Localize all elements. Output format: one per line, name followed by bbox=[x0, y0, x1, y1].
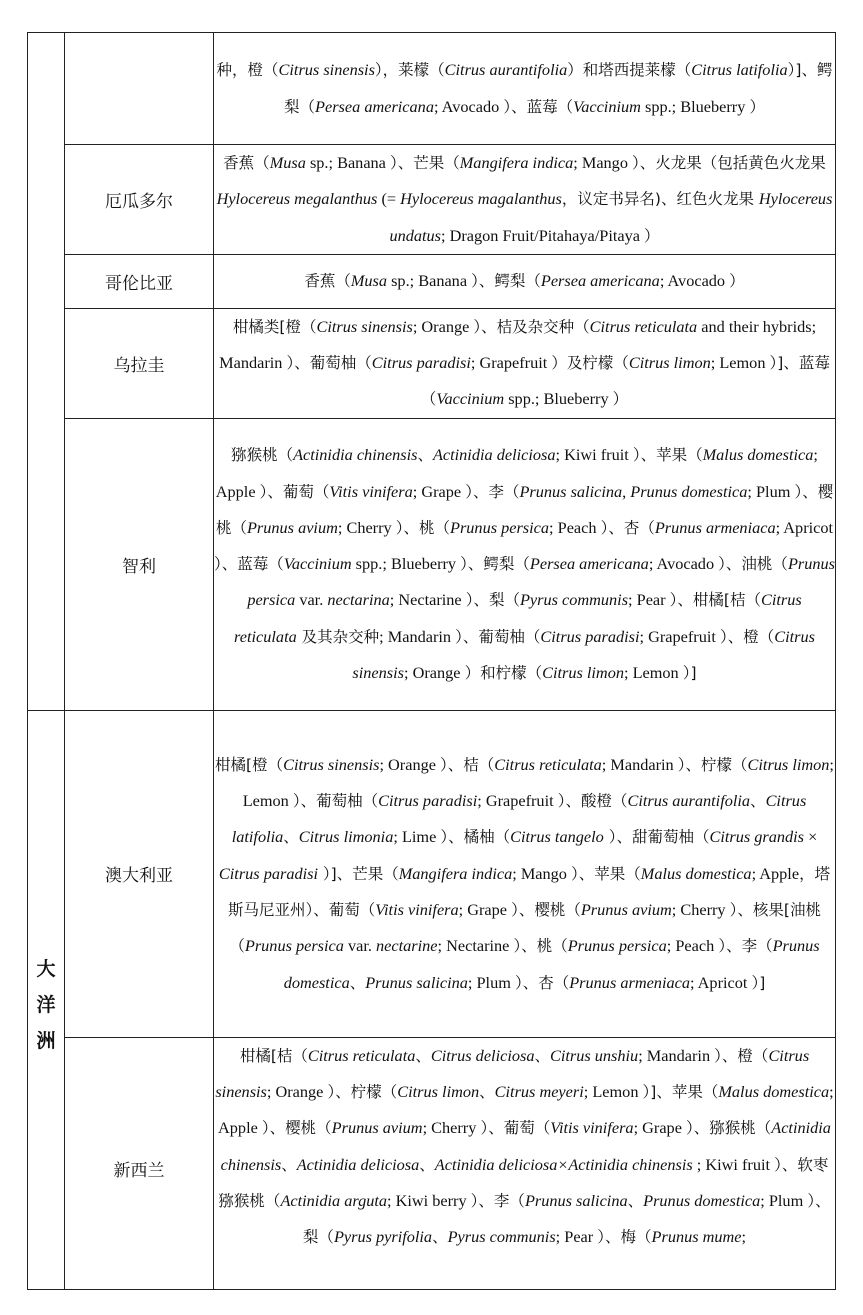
english-text: ; Peach bbox=[666, 936, 719, 956]
chinese-text: ）]、苹果（ bbox=[642, 1083, 719, 1102]
chinese-text: ）、油桃（ bbox=[718, 555, 788, 574]
chinese-text: ）、梨（ bbox=[465, 591, 520, 610]
scientific-name: Prunus armeniaca bbox=[569, 972, 690, 992]
english-text: ; Dragon Fruit/Pitahaya/Pitaya bbox=[441, 225, 645, 245]
scientific-name: Hylocereus magalanthus bbox=[400, 189, 562, 209]
scientific-name: Citrus reticulata bbox=[234, 590, 802, 646]
scientific-name: Mangifera indica bbox=[398, 863, 513, 883]
english-text: spp.; Blueberry bbox=[504, 389, 613, 409]
english-text: ; Apple bbox=[751, 863, 800, 883]
country-cell: 智利 bbox=[65, 418, 214, 710]
english-text: ; Apple bbox=[215, 445, 818, 501]
english-text: ; Grape bbox=[633, 1118, 686, 1138]
english-text: ; Avocado bbox=[659, 271, 730, 291]
scientific-name: Citrus paradisi bbox=[218, 863, 318, 883]
english-text: spp.; Blueberry bbox=[640, 96, 750, 116]
chinese-text: ）、杏（ bbox=[600, 518, 655, 537]
english-text: ; Avocado bbox=[433, 96, 504, 116]
english-text: × bbox=[804, 827, 818, 847]
chinese-text: ）及柠檬（ bbox=[551, 354, 629, 373]
scientific-name: Prunus persica bbox=[244, 936, 344, 956]
scientific-name: Prunus domestica bbox=[643, 1190, 761, 1210]
scientific-name: Actinidia chinensis bbox=[293, 445, 418, 465]
scientific-name: Vitis vinifera bbox=[329, 481, 413, 501]
english-text: ; bbox=[741, 1227, 747, 1247]
scientific-name: Prunus persica bbox=[247, 554, 835, 610]
country-cell: 新西兰 bbox=[65, 1037, 214, 1299]
scientific-name: Pyrus communis bbox=[519, 590, 629, 610]
english-text: ; Lemon bbox=[242, 754, 834, 811]
table-row bbox=[28, 254, 836, 308]
scientific-name: Prunus mume bbox=[651, 1227, 742, 1247]
chinese-text: 柑橘[橙（ bbox=[215, 755, 284, 774]
chinese-text: ）、葡萄柚（ bbox=[455, 627, 541, 646]
chinese-text: ）、桃（ bbox=[513, 937, 568, 956]
scientific-name: Prunus salicina bbox=[519, 481, 623, 501]
chinese-text: ）、桃（ bbox=[395, 518, 450, 537]
scientific-name: Citrus sinensis bbox=[352, 626, 815, 683]
chinese-text: ）、柠檬（ bbox=[327, 1083, 398, 1102]
scientific-name: Prunus armeniaca bbox=[654, 517, 776, 537]
chinese-text: ）、核果[油桃（ bbox=[229, 900, 821, 956]
scientific-name: Prunus avium bbox=[331, 1118, 423, 1138]
scientific-name: Prunus persica bbox=[567, 936, 667, 956]
table-bottom-border bbox=[27, 1289, 836, 1290]
product-list-cell bbox=[214, 145, 836, 255]
product-list-cell bbox=[214, 308, 836, 418]
chinese-text: ） bbox=[644, 226, 660, 245]
english-text: ; Lemon bbox=[623, 663, 683, 683]
scientific-name: Citrus aurantifolia bbox=[627, 791, 751, 811]
chinese-text: ）、樱桃（ bbox=[215, 482, 834, 537]
chinese-text: ）、芒果（ bbox=[389, 154, 460, 172]
scientific-name: Prunus salicina bbox=[365, 972, 468, 992]
chinese-text: ）、火龙果（包括黄色火龙果 bbox=[632, 154, 826, 172]
chinese-text: ）、蓝莓（ bbox=[503, 97, 574, 116]
scientific-name: Citrus limon bbox=[397, 1082, 480, 1102]
english-text: ; Apricot bbox=[689, 972, 752, 992]
scientific-name: Vaccinium bbox=[283, 554, 352, 574]
scientific-name: Citrus paradisi bbox=[540, 626, 640, 646]
english-text: ; Orange bbox=[412, 316, 474, 336]
chinese-text: 、 bbox=[750, 792, 766, 811]
chinese-text: ）、桔及杂交种（ bbox=[473, 317, 590, 336]
chinese-text: ）、梅（ bbox=[597, 1228, 652, 1247]
chinese-text: ）、樱桃（ bbox=[261, 1119, 332, 1138]
scientific-name: Citrus sinensis bbox=[316, 316, 413, 336]
scientific-name: Musa bbox=[269, 153, 306, 172]
chinese-text: ）、李（ bbox=[718, 937, 773, 956]
chinese-text: 柑橘类[橙（ bbox=[232, 317, 317, 336]
chinese-text: ）、苹果（ bbox=[632, 446, 703, 465]
scientific-name: Citrus limon bbox=[542, 663, 624, 683]
fruit-access-table bbox=[27, 32, 836, 1300]
scientific-name: Vitis vinifera bbox=[550, 1118, 634, 1138]
chinese-text: ）、葡萄（ bbox=[480, 1119, 551, 1138]
scientific-name: Citrus grandis bbox=[709, 827, 805, 847]
chinese-text: ）、酸橙（ bbox=[557, 792, 628, 811]
scientific-name: Hylocereus undatus bbox=[389, 189, 833, 245]
scientific-name: Prunus salicina bbox=[524, 1190, 628, 1210]
english-text: ; Cherry bbox=[671, 899, 730, 919]
chinese-text: 、 bbox=[281, 1155, 297, 1174]
english-text: and their hybrids; Mandarin bbox=[219, 316, 817, 373]
scientific-name: Pyrus communis bbox=[447, 1227, 556, 1247]
scientific-name: Citrus limon bbox=[628, 353, 711, 373]
scientific-name: Citrus paradisi bbox=[378, 791, 478, 811]
english-text: ; Orange bbox=[404, 663, 465, 683]
scientific-name: Citrus sinensis bbox=[278, 60, 375, 80]
english-text: ; Plum bbox=[467, 972, 515, 992]
table-row bbox=[28, 710, 836, 1037]
scientific-name: Malus domestica bbox=[702, 445, 814, 465]
page-cutoff bbox=[0, 1290, 863, 1315]
scientific-name: Mangifera indica bbox=[459, 153, 574, 172]
english-text: ; Nectarine bbox=[437, 936, 514, 956]
region-char: 洋 bbox=[36, 993, 56, 1016]
english-text: ; Orange bbox=[379, 754, 441, 774]
chinese-text: ）和柠檬（ bbox=[464, 664, 543, 683]
country-cell: 乌拉圭 bbox=[65, 308, 214, 418]
english-text: ; Grapefruit bbox=[639, 626, 720, 646]
chinese-text: 、 bbox=[417, 446, 433, 465]
scientific-name: Malus domestica bbox=[640, 863, 752, 883]
scientific-name: Citrus latifolia bbox=[231, 791, 807, 847]
scientific-name: Actinidia chinensis bbox=[220, 1118, 831, 1174]
chinese-text: ，议定书异名)、红色火龙果 bbox=[561, 190, 759, 209]
chinese-text: ） bbox=[749, 97, 765, 116]
english-text: ; Plum bbox=[760, 1190, 808, 1210]
english-text: sp.; Banana bbox=[387, 271, 472, 291]
scientific-name: Citrus aurantifolia bbox=[444, 60, 568, 80]
scientific-name: Actinidia deliciosa bbox=[296, 1154, 420, 1174]
english-text: var. bbox=[343, 936, 377, 956]
scientific-name: Citrus meyeri bbox=[494, 1082, 584, 1102]
scientific-name: Citrus latifolia bbox=[691, 60, 788, 80]
english-text: ; Grapefruit bbox=[477, 791, 558, 811]
region-char: 大 bbox=[36, 957, 56, 980]
chinese-text: ）、柑橘[桔（ bbox=[669, 591, 761, 610]
chinese-text: 香蕉（ bbox=[223, 154, 270, 172]
english-text: ; Orange bbox=[266, 1082, 328, 1102]
english-text: ; Lime bbox=[393, 827, 441, 847]
chinese-text: 、 bbox=[627, 1191, 644, 1210]
table-row bbox=[28, 145, 836, 255]
chinese-text: ）、柠檬（ bbox=[677, 755, 748, 774]
english-text: ; Grapefruit bbox=[470, 353, 552, 373]
product-list-cell bbox=[214, 33, 836, 145]
english-text: ; Mango bbox=[512, 863, 572, 883]
chinese-text: ）] bbox=[682, 664, 697, 683]
scientific-name: Malus domestica bbox=[718, 1082, 830, 1102]
product-list-cell bbox=[214, 1037, 836, 1299]
chinese-text: 、 bbox=[415, 1046, 431, 1065]
chinese-text: ）]、芒果（ bbox=[317, 864, 399, 883]
chinese-text: ）]、鳄梨（ bbox=[284, 61, 833, 116]
chinese-text: ）]、蓝莓（ bbox=[420, 354, 830, 409]
scientific-name: Citrus limonia bbox=[298, 827, 394, 847]
scientific-name: Pyrus pyrifolia bbox=[333, 1227, 433, 1247]
english-text: ; Kiwi fruit bbox=[692, 1154, 775, 1174]
table-row bbox=[28, 308, 836, 418]
chinese-text: ）、鳄梨（ bbox=[471, 272, 541, 291]
chinese-text: ）、鳄梨（ bbox=[460, 555, 530, 574]
chinese-text: ）、橙（ bbox=[714, 1046, 769, 1065]
chinese-text: ）、软枣猕猴桃（ bbox=[218, 1155, 829, 1210]
table-row bbox=[28, 418, 836, 710]
english-text: ; Cherry bbox=[337, 517, 396, 537]
english-text: ; Avocado bbox=[648, 554, 719, 574]
chinese-text: ）、葡萄（ bbox=[259, 482, 330, 501]
english-text: (= bbox=[377, 189, 401, 209]
scientific-name: Prunus persica bbox=[450, 517, 550, 537]
table-row bbox=[28, 33, 836, 145]
english-text: ; Mandarin bbox=[638, 1045, 715, 1065]
chinese-text: ） bbox=[612, 390, 629, 409]
chinese-text: ）、甜葡萄柚（ bbox=[603, 828, 710, 847]
chinese-text: ）、橙（ bbox=[719, 627, 775, 646]
chinese-text: 、 bbox=[283, 828, 299, 847]
scientific-name: Hylocereus megalanthus bbox=[216, 189, 378, 209]
english-text: , bbox=[622, 481, 631, 501]
country-cell: 澳大利亚 bbox=[65, 710, 214, 1037]
country-cell: 厄瓜多尔 bbox=[65, 145, 214, 255]
scientific-name: Actinidia deliciosa×Actinidia chinensis bbox=[434, 1154, 693, 1174]
english-text: ; Pear bbox=[628, 590, 670, 610]
region-cell-south-america bbox=[28, 33, 65, 711]
scientific-name: Prunus avium bbox=[580, 899, 672, 919]
chinese-text: ）、杏（ bbox=[514, 973, 570, 992]
english-text: ; Pear bbox=[555, 1227, 598, 1247]
scientific-name: Citrus sinensis bbox=[215, 1045, 810, 1102]
english-text: var. bbox=[295, 590, 328, 610]
chinese-text: ）、橘柚（ bbox=[440, 828, 511, 847]
chinese-text: 及其杂交种 bbox=[296, 627, 380, 646]
scientific-name: nectarine bbox=[376, 936, 438, 956]
chinese-text: 、 bbox=[419, 1155, 435, 1174]
scientific-name: Prunus domestica bbox=[283, 936, 820, 992]
scientific-name: Prunus domestica bbox=[630, 481, 748, 501]
chinese-text: ）、樱桃（ bbox=[511, 900, 581, 919]
chinese-text: 、 bbox=[479, 1083, 495, 1102]
scientific-name: Persea americana bbox=[529, 554, 649, 574]
english-text: ; Apricot bbox=[775, 517, 834, 537]
scientific-name: Vitis vinifera bbox=[375, 899, 459, 919]
english-text: ; Grape bbox=[412, 481, 466, 501]
scientific-name: Musa bbox=[350, 271, 388, 291]
product-list-cell bbox=[214, 710, 836, 1037]
chinese-text: ）、李（ bbox=[470, 1191, 525, 1210]
chinese-text: 、 bbox=[349, 973, 366, 992]
scientific-name: Vaccinium bbox=[573, 96, 641, 116]
chinese-text: ） bbox=[729, 272, 745, 291]
scientific-name: Citrus paradisi bbox=[371, 353, 471, 373]
chinese-text: ）、苹果（ bbox=[571, 864, 641, 883]
region-char: 洲 bbox=[36, 1029, 56, 1052]
scientific-name: Persea americana bbox=[315, 96, 434, 116]
english-text: ; Mango bbox=[573, 153, 633, 172]
chinese-text: 猕猴桃（ bbox=[231, 446, 294, 465]
scientific-name: Actinidia arguta bbox=[280, 1190, 388, 1210]
product-list-cell bbox=[214, 418, 836, 710]
scientific-name: Citrus tangelo bbox=[510, 827, 604, 847]
country-cell: 哥伦比亚 bbox=[65, 254, 214, 308]
chinese-text: 、 bbox=[534, 1046, 550, 1065]
chinese-text: ）、梨（ bbox=[302, 1191, 831, 1247]
scientific-name: Citrus deliciosa bbox=[430, 1045, 535, 1065]
chinese-text: 柑橘[桔（ bbox=[239, 1046, 308, 1065]
scientific-name: Citrus reticulata bbox=[494, 754, 602, 774]
english-text: ; Kiwi fruit bbox=[555, 445, 633, 465]
region-cell-oceania bbox=[28, 710, 65, 1299]
scientific-name: Persea americana bbox=[540, 271, 660, 291]
scientific-name: Actinidia deliciosa bbox=[432, 445, 556, 465]
english-text: spp.; Blueberry bbox=[351, 554, 461, 574]
scientific-name: nectarina bbox=[327, 590, 390, 610]
english-text: ; Lemon bbox=[583, 1082, 643, 1102]
scientific-name: Citrus sinensis bbox=[283, 754, 380, 774]
english-text: ; Kiwi berry bbox=[387, 1190, 471, 1210]
english-text: ; Plum bbox=[747, 481, 795, 501]
english-text: ; Mandarin bbox=[601, 754, 678, 774]
chinese-text: ）、李（ bbox=[465, 482, 520, 501]
scientific-name: Vaccinium bbox=[436, 389, 505, 409]
english-text: ; Peach bbox=[549, 517, 601, 537]
english-text: ; Apple bbox=[218, 1082, 834, 1138]
country-cell bbox=[65, 33, 214, 145]
chinese-text: ）、桔（ bbox=[440, 755, 495, 774]
english-text: sp.; Banana bbox=[305, 153, 390, 172]
scientific-name: Prunus avium bbox=[246, 517, 338, 537]
chinese-text: ），莱檬（ bbox=[374, 61, 445, 80]
chinese-text: ）、猕猴桃（ bbox=[686, 1119, 772, 1138]
product-list-cell bbox=[214, 254, 836, 308]
chinese-text: 、 bbox=[432, 1228, 448, 1247]
chinese-text: ）、蓝莓（ bbox=[214, 555, 284, 574]
scientific-name: Citrus limon bbox=[747, 754, 830, 774]
scientific-name: Citrus reticulata bbox=[589, 316, 698, 336]
chinese-text: ，塔斯马尼亚州）、葡萄（ bbox=[228, 864, 831, 919]
chinese-text: ）、葡萄柚（ bbox=[292, 792, 379, 811]
english-text: ; Cherry bbox=[422, 1118, 481, 1138]
english-text: ; Mandarin bbox=[379, 626, 456, 646]
scientific-name: Citrus unshiu bbox=[549, 1045, 639, 1065]
table-row bbox=[28, 1037, 836, 1299]
chinese-text: ）和塔西提莱檬（ bbox=[567, 61, 692, 80]
english-text: ; Grape bbox=[458, 899, 512, 919]
chinese-text: ）、葡萄柚（ bbox=[286, 354, 372, 373]
chinese-text: 种，橙（ bbox=[216, 61, 279, 80]
chinese-text: 香蕉（ bbox=[304, 272, 351, 291]
english-text: ; Lemon bbox=[710, 353, 770, 373]
english-text: ; Nectarine bbox=[389, 590, 466, 610]
chinese-text: ）] bbox=[751, 973, 766, 992]
scientific-name: Citrus reticulata bbox=[307, 1045, 416, 1065]
